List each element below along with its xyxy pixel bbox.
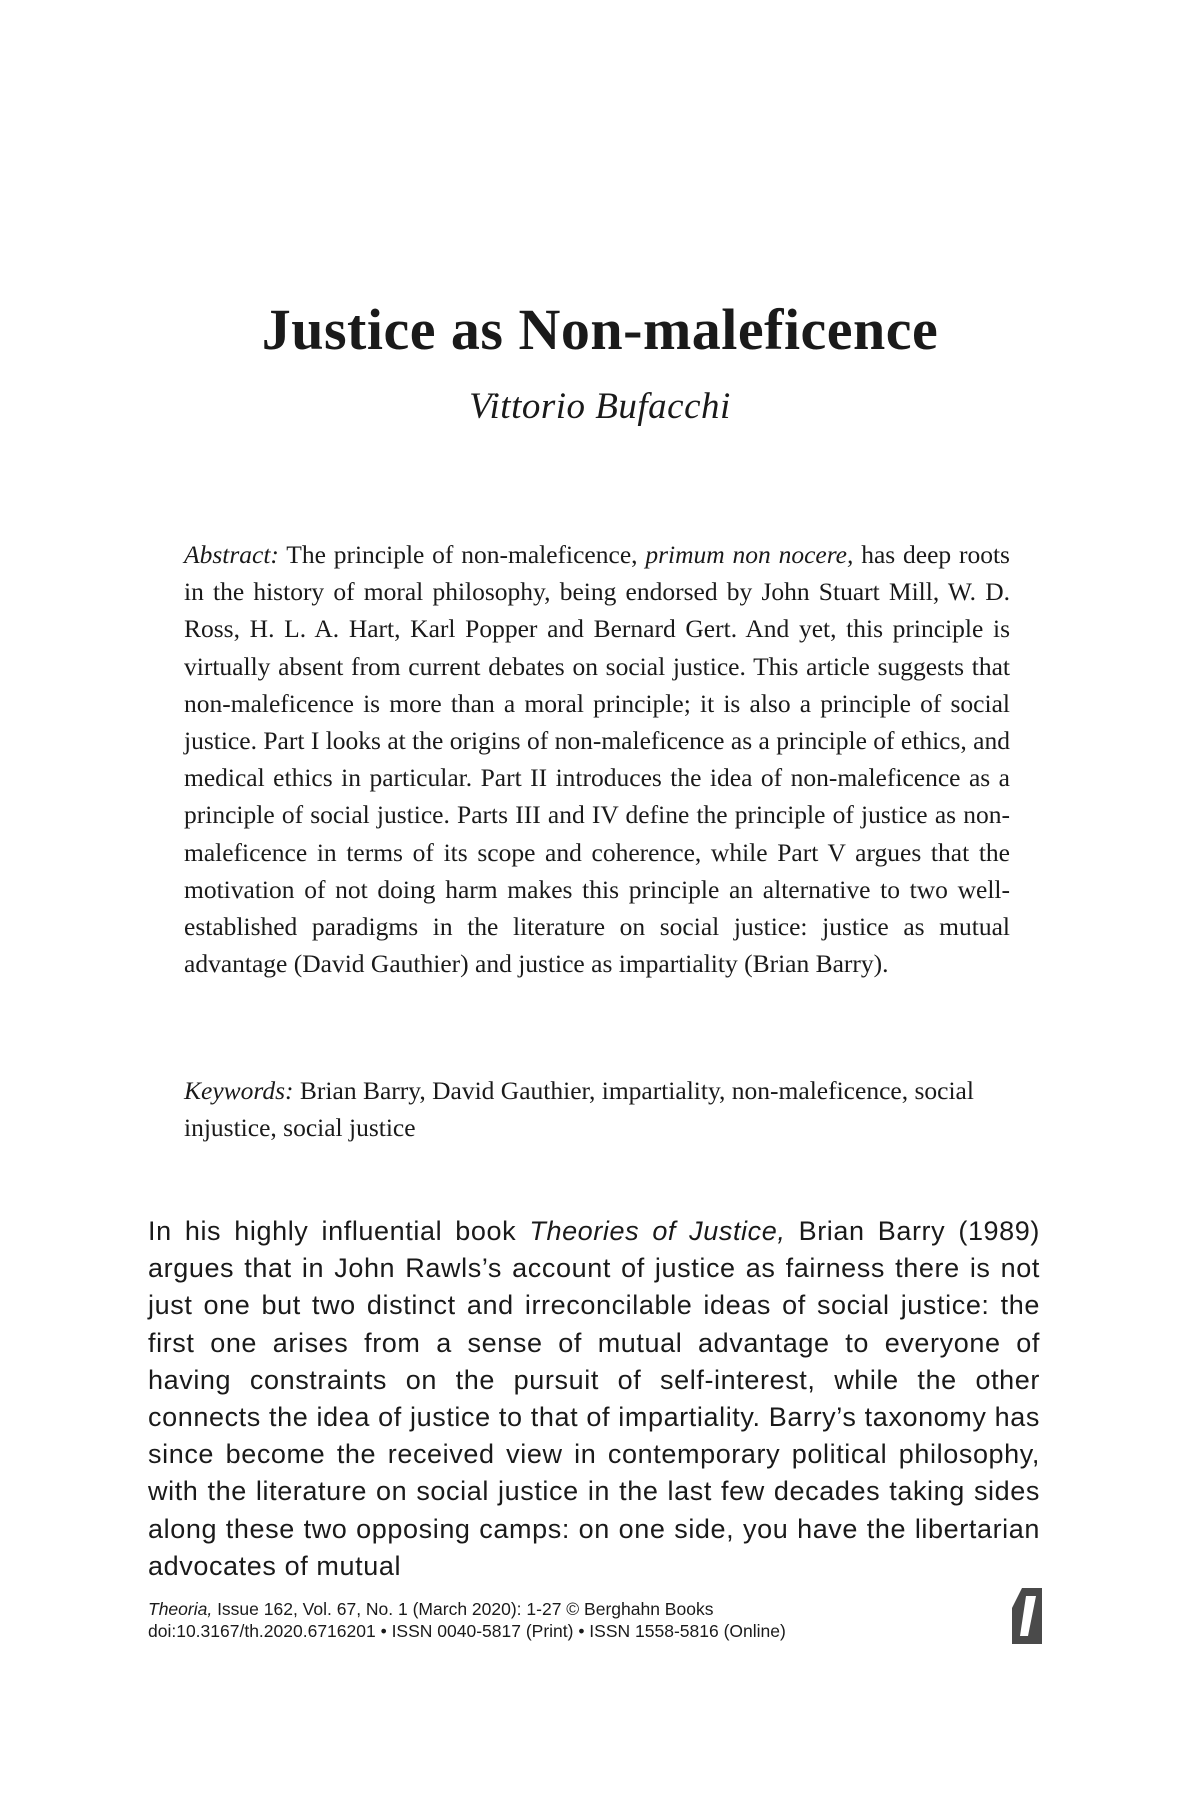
abstract-text-after: has deep roots in the history of moral philosophy, being endorsed by John Stuart Mill, W. D. Ross, H. L. A. Hart, Karl Popper and Bernard Gert. And yet, this principle is virtually absent from current debates on social justice. This article suggests that non-maleficence is more than a moral principle; it is also a principle of social justice. Part I looks at the origins of non-maleficence as a principle of ethics, and medical ethics in particular. Part II introduces the idea of non-maleficence as a principle of social justice. Parts III and IV define the principle of justice as non-maleficence in terms of its scope and coherence, while Part V argues that the motivation of not doing harm makes this principle an alternative to two well-established paradigms in the literature on social justice: justice as mutual advantage (David Gauthier) and justice as impartiality (Brian Barry). [184,540,1010,979]
body-paragraph [148,1213,1040,1585]
keywords [184,1072,1010,1146]
abstract-latin-phrase: primum non nocere, [645,540,854,569]
footer-issue-info: Issue 162, Vol. 67, No. 1 (March 2020): 1-27 © Berghahn Books [212,1599,714,1619]
footer-line-2: doi:10.3167/th.2020.6716201 • ISSN 0040-5817 (Print) • ISSN 1558-5816 (Online) [148,1621,786,1641]
citation-footer [148,1598,988,1642]
body-text-before: In his highly influential book [148,1216,530,1246]
keywords-label: Keywords: [184,1076,294,1105]
footer-line-1 [148,1598,988,1620]
abstract-label: Abstract: [184,540,279,569]
article-title: Justice as Non-maleficence [261,297,939,362]
abstract [184,536,1010,982]
article-author: Vittorio Bufacchi [469,386,731,427]
body-book-title: Theories of Justice, [529,1216,786,1246]
abstract-text-before: The principle of non-maleficence, [278,540,646,569]
berghahn-logo-icon [1012,1588,1042,1644]
body-text-after: Brian Barry (1989) argues that in John Rawls’s account of justice as fairness there is not just one but two distinct and irreconcilable ideas of social justice: the first one arises from a sense of mutual advantage to everyone of having constraints on the pursuit of self-interest, while the other connects the idea of justice to that of impartiality. Barry’s taxonomy has since become the received view in contemporary political philosophy, with the literature on social justice in the last few decades taking sides along these two opposing camps: on one side, you have the libertarian advocates of mutual [148,1216,1040,1581]
footer-journal-name: Theoria, [148,1599,213,1619]
keywords-text: Brian Barry, David Gauthier, impartiality, non-maleficence, social injustice, social justice [184,1076,974,1143]
